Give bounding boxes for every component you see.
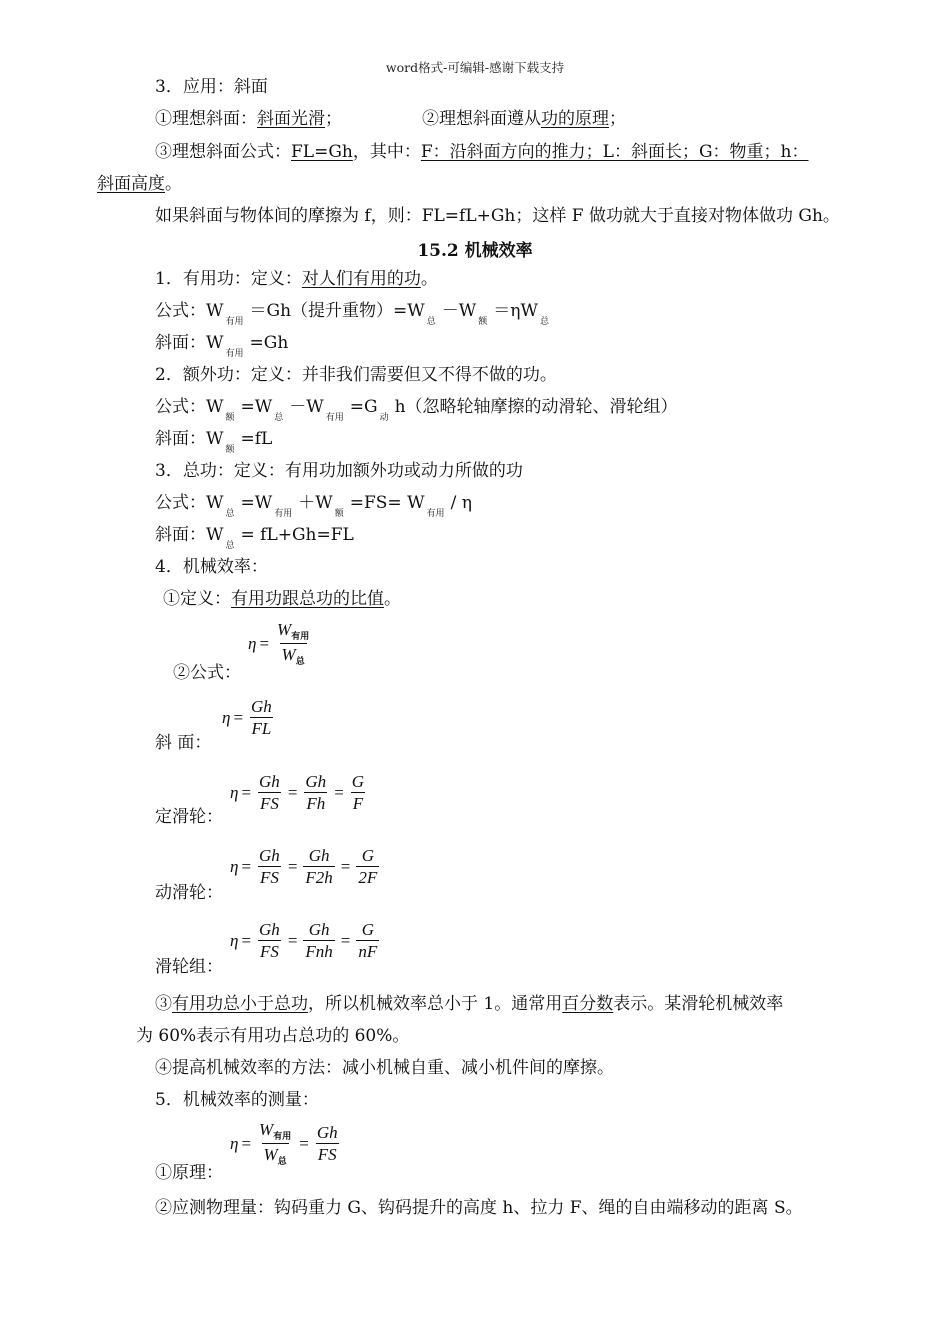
efficiency-heading: 4．机械效率：	[155, 557, 268, 577]
friction-note: 如果斜面与物体间的摩擦为 f，则：FL=fL+Gh；这样 F 做功就大于直接对物体做功 Gh。	[155, 206, 840, 226]
pulley-group-label: 滑轮组：	[155, 957, 223, 977]
efficiency-definition: ①定义：有用功跟总功的比值。	[163, 589, 401, 609]
efficiency-note-4: ④提高机械效率的方法：减小机械自重、减小机件间的摩擦。	[155, 1058, 614, 1078]
useful-work-definition: 对人们有用的功	[301, 269, 421, 289]
extra-work-incline: 斜面：$W_额=fL$	[155, 429, 273, 455]
incline-formula: FL=Gh	[291, 142, 353, 162]
work-principle-text: 功的原理	[541, 109, 609, 129]
useful-work-formula: 公式：$W_{有用}=Gh$（提升重物）$=W_总-W_额=\eta W_总$	[155, 301, 549, 327]
page-header: word格式-可编辑-感谢下载支持	[385, 60, 565, 75]
smooth-incline-text: 斜面光滑	[257, 109, 325, 129]
ideal-incline-label: ①理想斜面：	[155, 109, 257, 129]
measured-quantities: ②应测物理量：钩码重力 G、钩码提升的高度 h、拉力 F、绳的自由端移动的距离 S。	[155, 1198, 803, 1218]
movable-pulley-formula: η = $\frac{Gh}{FS}$ = $\frac{Gh}{F2h}$ = $\frac{G}{2F}$	[230, 846, 378, 887]
useful-work-heading: 1．有用功：定义：对人们有用的功。	[155, 269, 438, 289]
useful-work-incline: 斜面：$W_{有用}=Gh$	[155, 333, 289, 359]
section-title: 15.2 机械效率	[417, 241, 533, 261]
principle-label: ①原理：	[155, 1163, 223, 1183]
incline-label: 斜 面：	[155, 733, 212, 753]
incline-height-line: 斜面高度。	[97, 174, 182, 194]
extra-work-formula: 公式：$W_额=W_总-W_{有用}=G_动h$（忽略轮轴摩擦的动滑轮、滑轮组）	[155, 397, 678, 423]
movable-pulley-label: 动滑轮：	[155, 883, 223, 903]
efficiency-note-3-cont: 为 60%表示有用功占总功的 60%。	[136, 1026, 410, 1046]
total-work-incline: 斜面：$W_总= fL+Gh=FL$	[155, 525, 354, 551]
total-work-heading: 3．总功：定义：有用功加额外功或动力所做的功	[155, 461, 523, 481]
incline-formula-line: ③理想斜面公式：FL=Gh，其中：F：沿斜面方向的推力；L：斜面长；G：物重；h：	[155, 142, 809, 162]
fixed-pulley-formula: η = $\frac{Gh}{FS}$ = $\frac{Gh}{Fh}$ = $\frac{G}{F}$	[230, 772, 365, 813]
fixed-pulley-label: 定滑轮：	[155, 807, 223, 827]
extra-work-heading: 2．额外功：定义：并非我们需要但又不得不做的功。	[155, 365, 557, 385]
pulley-group-formula: η = $\frac{Gh}{FS}$ = $\frac{Gh}{\text{Fnh}}$ = $\frac{G}{nF}$	[230, 920, 378, 961]
total-work-formula: 公式：$W_总=W_{有用}+W_额=FS= W_{有用}/$ η	[155, 493, 472, 519]
formula-label: ②公式：	[173, 663, 241, 683]
incline-heading: 3．应用：斜面	[155, 77, 268, 97]
measurement-heading: 5．机械效率的测量：	[155, 1090, 319, 1110]
incline-variables: F：沿斜面方向的推力；L：斜面长；G：物重；h：	[420, 142, 809, 162]
work-principle-line: ②理想斜面遵从功的原理；	[422, 109, 626, 129]
efficiency-formula: η = $\frac{W_{有用}}{W_总}$	[248, 620, 310, 666]
incline-efficiency-formula: η = $\frac{Gh}{FL}$	[222, 697, 272, 738]
ideal-incline-line: ①理想斜面：斜面光滑；	[155, 109, 342, 129]
efficiency-note-3: ③有用功总小于总功，所以机械效率总小于 1。通常用百分数表示。某滑轮机械效率	[155, 994, 784, 1014]
principle-formula: η = $\frac{W_{有用}}{W_总}$ = $\frac{Gh}{FS}$	[230, 1120, 338, 1166]
